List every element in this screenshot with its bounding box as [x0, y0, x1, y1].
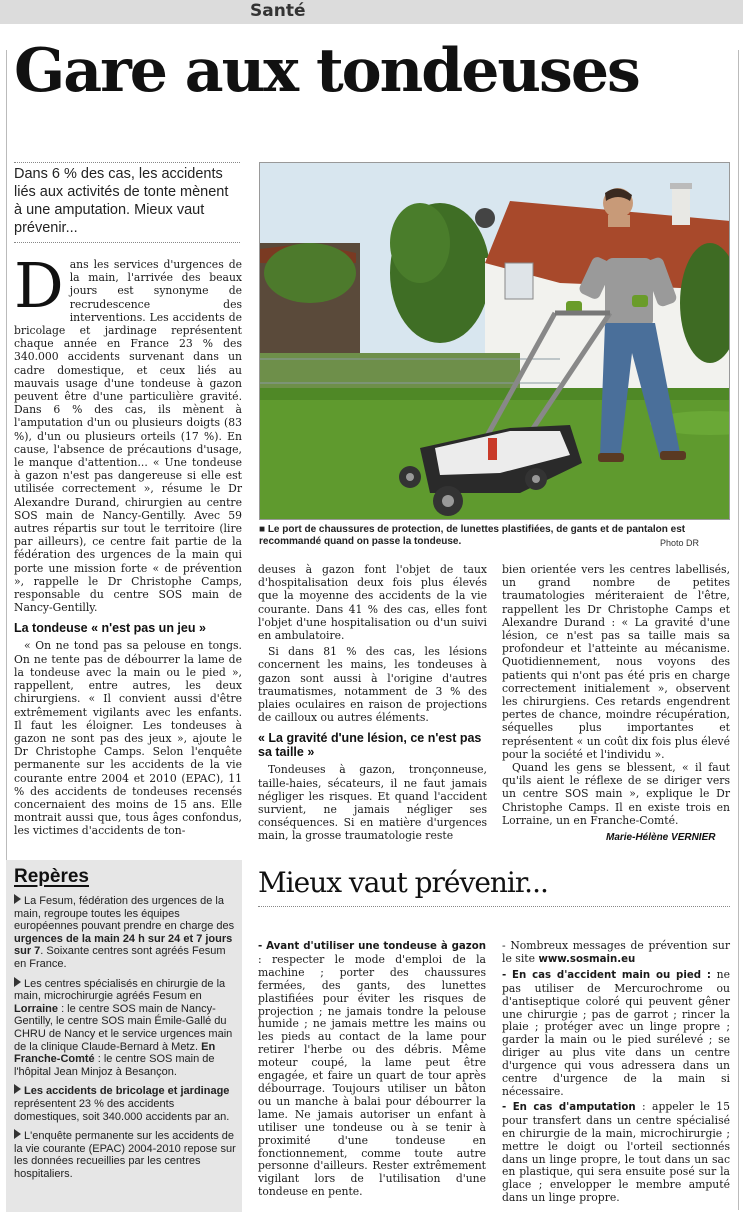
col3-paragraph-1: bien orientée vers les centres labellisés, un grand nombre de petites traumatologies mériteraient de l'être, rappellent les Dr Christophe Camps et Alexandre Durand : « La gravité d'une lésion, ce n'est pas sa taille mais sa profondeur et l'atteinte au mécanisme. Quotidiennement, nous voyons des patients qui n'ont pas été pris en charge correctement initialement », observent les chirurgiens. Ces retards engendrent pertes de chance, moindre récupération, séquelles plus importantes et représentent « un coût dix fois plus élevé pour la société et l'individu ». [502, 563, 730, 761]
col1-paragraph-2: « On ne tond pas sa pelouse en tongs. On ne tente pas de débourrer la lame de la tondeuse avec la main ou le pied », rappellent, entre autres, les deux chirurgiens. « Il convient aussi d'être extrêmement vigilants avec les enfants. Il faut les éloigner. Les tondeuses à gazon ne sont pas des jeux », ajoute le Dr Christophe Camps. Selon l'enquête permanente sur les accidents de la vie courante entre 2004 et 2010 (EPAC), 11 % des accidents de tondeuses recensés concernaient des moins de 15 ans. Elle montrait aussi que, tous âges confondus, les victimes d'accidents de ton- [14, 639, 242, 838]
prevenir-rule [258, 906, 730, 907]
reperes-item: L'enquête permanente sur les accidents de la vie courante (EPAC) 2004-2010 repose sur les données recueillies par les centres hospitaliers. [14, 1130, 236, 1180]
prevenir-site-text: - Nombreux messages de prévention sur le site [502, 939, 730, 965]
triangle-bullet-icon [14, 1129, 21, 1139]
col2-paragraph-1: deuses à gazon font l'objet de taux d'hospitalisation deux fois plus élevés que la moyenne des accidents de la vie courante. Dans 41 % des cas, elles font l'objet d'une hospitalisation ou d'un suivi en ambulatoire. [258, 563, 487, 643]
headline: Gare aux tondeuses [14, 36, 639, 106]
rubric-bar [0, 0, 743, 24]
reperes-list [14, 894, 238, 1186]
triangle-bullet-icon [14, 894, 21, 904]
reperes-item: La Fesum, fédération des urgences de la main, regroupe toutes les équipes européennes pouvant prendre en charge des urgences de la main 24 h sur 24 et 7 jours sur 7. Soixante centres sont agréés Fesum en France. [14, 895, 235, 970]
lawnmower-photo [259, 162, 730, 520]
col3-paragraph-2: Quand les gens se blessent, « il faut qu'ils aient le réflexe de se diriger vers un centre SOS main », explique le Dr Christophe Camps. Il en existe trois en Lorraine, un en Franche-Comté. [502, 761, 730, 827]
reperes-item: Les accidents de bricolage et jardinage représentent 23 % des accidents domestiques, soit 340.000 accidents par an. [14, 1085, 230, 1123]
article-column-2 [258, 563, 487, 843]
photo-caption: ■ Le port de chaussures de protection, de lunettes plastifiées, de gants et de pantalon est recommandé quand on passe la tondeuse. [259, 524, 686, 547]
photo-credit: Photo DR [660, 538, 700, 548]
col1-paragraph-1: ans les services d'urgences de la main, l'arrivée des beaux jours est synonyme de recrudescence des interventions. Les accidents de bricolage et jardinage représentent chaque année en France 23 % des 340.000 accidents survenant dans un cadre domestique, et ceux liés au mauvais usage d'une tondeuse à gazon peuvent être d'une particulière gravité. Dans 6 % des cas, ils mènent à l'amputation d'un ou plusieurs doigts (83 %), d'un ou plusieurs orteils (17 %). En cause, l'absence de précautions d'usage, le manque d'attention... « Une tondeuse à gazon n'est pas dangereuse si elle est utilisée correctement », résume le Dr Alexandre Durand, chirurgien au centre SOS main de Nancy-Gentilly. Avec 59 autres répartis sur tout le territoire (lire par ailleurs), ce centre fait partie de la fédération des urgences de la main qui porte une mission forte « de prévention », rappelle le Dr Christophe Camps, responsable du centre SOS main de Nancy-Gentilly. [14, 258, 242, 615]
prevenir-title: Mieux vaut prévenir... [258, 866, 548, 899]
col2-paragraph-2: Si dans 81 % des cas, les lésions concernent les mains, les tondeuses à gazon sont aussi à l'origine d'autres traumatismes, notamment de 3 % des plaies oculaires en raison de projections de cailloux ou autres éléments. [258, 645, 487, 725]
col2-paragraph-3: Tondeuses à gazon, tronçonneuse, taille-haies, sécateurs, il ne faut jamais négliger les risques. Et quand l'accident survient, ne jamais négliger ses conséquences. Si en matière d'urgences main, la grosse traumatologie reste [258, 763, 487, 843]
prevenir-column-right [502, 940, 730, 1207]
drop-cap: D [14, 249, 64, 322]
prevenir-avant-text: : respecter le mode d'emploi de la machine ; porter des chaussures fermées, des gants, des lunettes plastifiées pour éviter les risques de projection ; ne jamais tondre la pelouse humide ; ne jamais mettre les mains ou les pieds au contact de la lame pour retirer l'herbe ou des débris. Même moteur coupé, la lame peut être engagée, et faire un quart de tour après débourrage. Toujours utiliser un bâton ou un manche à balai pour débourrer la lame. Ne jamais autoriser un enfant à utiliser une tondeuse ou à se tenir à proximité d'une tondeuse en fonctionnement, comme toute autre personne d'ailleurs. Rester extrêmement vigilant lors de l'utilisation d'une tondeuse en pente. [258, 952, 486, 1199]
reperes-title: Repères [14, 866, 89, 887]
rubric-label: Santé [250, 1, 306, 21]
article-column-3 [502, 563, 730, 827]
prevenir-avant-label: - Avant d'utiliser une tondeuse à gazon [258, 941, 486, 952]
prevenir-amputation-text: : appeler le 15 pour transfert dans un centre spécialisé en chirurgie de la main, microchirurgie ; mettre le doigt ou l'orteil sectionnés dans un linge propre, le tout dans un sac en plastique, qui sera ensuite posé sur la glace ; envelopper le membre amputé dans un linge propre. [502, 1099, 730, 1205]
subhead-jeu: La tondeuse « n'est pas un jeu » [14, 621, 206, 636]
article-column-1 [14, 249, 242, 838]
lead-paragraph: Dans 6 % des cas, les accidents liés aux activités de tonte mènent à une amputation. Mieux vaut prévenir... [14, 162, 240, 243]
reperes-item: Les centres spécialisés en chirurgie de la main, microchirurgie agréés Fesum en Lorraine : le centre SOS main de Nancy-Gentilly, le centre SOS main Émile-Gallé du CHRU de Nancy et le service urgences main de la clinique Claude-Bernard à Metz. En Franche-Comté : le centre SOS main de l'hôpital Jean Minjoz à Besançon. [14, 977, 233, 1078]
subhead-gravite: « La gravité d'une lésion, ce n'est pas sa taille » [258, 731, 482, 760]
author-signature: Marie-Hélène VERNIER [606, 832, 716, 843]
prevenir-accident-label: - En cas d'accident main ou pied : [502, 969, 711, 981]
triangle-bullet-icon [14, 1084, 21, 1094]
prevenir-column-left [258, 940, 486, 1201]
prevenir-site-link: www.sosmain.eu [538, 953, 636, 965]
right-rule [738, 50, 739, 1210]
prevenir-amputation-label: - En cas d'amputation [502, 1101, 636, 1113]
triangle-bullet-icon [14, 977, 21, 987]
prevenir-accident-text: ne pas utiliser de Mercurochrome ou d'antiseptique coloré qui peuvent gêner une chirurgie ; pas de garrot ; rincer la plaie ; protéger avec un linge propre ; garder la main ou le pied surélevé ; se diriger au plus vite dans un centre d'urgence qui vous adressera dans un centre d'urgence de la main si nécessaire. [502, 967, 730, 1098]
